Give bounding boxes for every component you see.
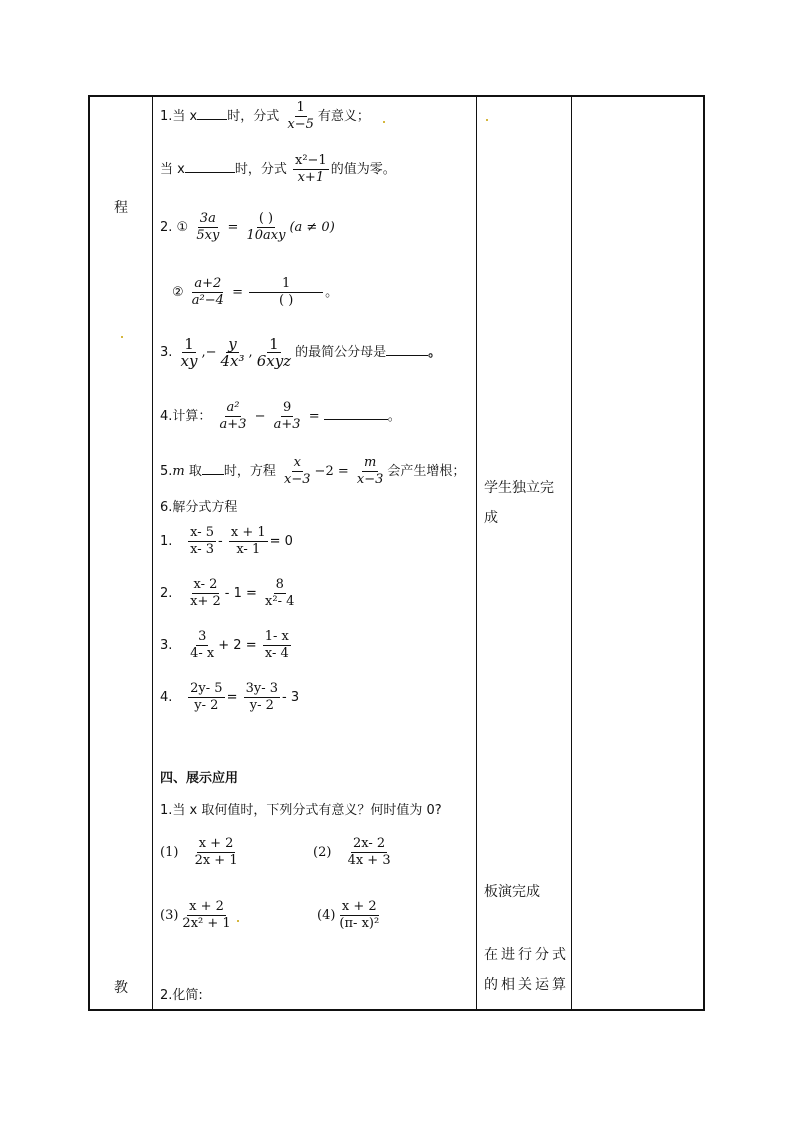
column-divider bbox=[571, 97, 572, 1009]
question-6-title: 6.解分式方程 bbox=[160, 500, 238, 515]
column-divider bbox=[476, 97, 477, 1009]
q1b-post: 的值为零。 bbox=[330, 162, 396, 177]
fraction: $\frac{1}{( )}$ bbox=[249, 276, 323, 309]
side-label-top: 程 bbox=[114, 200, 128, 216]
question-4: 4.计算： $\frac{\text{a²}}{a+3}$ − $\frac{9}{a+3}$ = 。 bbox=[160, 400, 401, 432]
q1b-mid: 时，分式 bbox=[234, 162, 287, 177]
fraction: $\frac{1- x}{x- 4}$ bbox=[264, 629, 289, 661]
option-4: (4) $\frac{x + 2}{\text{(π- x)²}}$ bbox=[317, 899, 380, 931]
fraction: $\frac{x}{x-3}$ bbox=[284, 455, 311, 487]
fraction: $\frac{2x- 2}{4x + 3}$ bbox=[347, 836, 391, 868]
equation-2: 2. $\frac{x- 2}{x+ 2}$ - 1 = $\frac{8}{\text{x²- 4}}$ bbox=[160, 577, 295, 609]
answer-blank bbox=[197, 107, 227, 120]
side-label-bottom: 教 bbox=[114, 980, 128, 996]
question-2a bbox=[160, 211, 335, 244]
fraction: $\frac{x- 2}{x+ 2}$ bbox=[190, 577, 221, 609]
fraction: $\frac{3a}{5xy}$ bbox=[196, 211, 220, 243]
stray-dot bbox=[121, 336, 123, 338]
answer-blank bbox=[185, 160, 235, 173]
answer-blank bbox=[202, 462, 224, 475]
fraction: $\frac{x + 2}{\text{(π- x)²}}$ bbox=[339, 899, 380, 931]
option-3: (3) $\frac{x + 2}{\text{2x² + 1}}$ bbox=[160, 899, 231, 931]
fraction: $\frac{3y- 3}{y- 2}$ bbox=[245, 681, 279, 713]
section-4-title: 四、展示应用 bbox=[160, 771, 239, 786]
question-5: 5.m 取 时，方程 $\frac{x}{x-3}$ −2 = $\frac{m}{x-3}$ 会产生增根； bbox=[160, 455, 466, 487]
fraction: $\frac{m}{x-3}$ bbox=[356, 455, 384, 487]
option-1: (1) $\frac{x + 2}{2x + 1}$ bbox=[160, 836, 238, 868]
fraction: $\frac{x + 1}{x- 1}$ bbox=[230, 525, 266, 557]
question-1a bbox=[160, 100, 370, 133]
answer-blank bbox=[324, 407, 388, 420]
answer-blank bbox=[386, 343, 428, 356]
column-divider bbox=[152, 97, 153, 1009]
fraction: $\frac{y}{\text{4x³}}$ bbox=[220, 335, 245, 370]
option-2: (2) $\frac{2x- 2}{4x + 3}$ bbox=[313, 836, 391, 868]
fraction: $\frac{3}{4- x}$ bbox=[190, 629, 215, 661]
note-operations: 在进行分式 的相关运算 bbox=[484, 947, 569, 993]
q3-label: 3. bbox=[160, 345, 173, 360]
fraction: $\frac{2y- 5}{y- 2}$ bbox=[190, 681, 223, 713]
q4-label: 4.计算： bbox=[160, 409, 212, 424]
equation-4: 4. $\frac{2y- 5}{y- 2}$ = $\frac{3y- 3}{y- 2}$ - 3 bbox=[160, 681, 300, 713]
fraction: $\frac{a+2}{\text{a²−4}}$ bbox=[191, 276, 224, 308]
fraction: $\frac{9}{a+3}$ bbox=[273, 400, 301, 432]
fraction: $\frac{1}{xy}$ bbox=[180, 335, 198, 370]
section-4-question-2: 2.化简: bbox=[160, 988, 203, 1003]
fraction: $\frac{\text{a²}}{a+3}$ bbox=[219, 400, 247, 432]
q2-label: 2. ① bbox=[160, 220, 189, 235]
q1a-post: 有意义； bbox=[317, 109, 370, 124]
fraction: $\frac{1}{x-5}$ bbox=[287, 100, 314, 132]
condition: (a ≠ 0) bbox=[289, 220, 335, 235]
q1a-prefix: 1.当 x bbox=[160, 109, 198, 124]
note-board-demo: 板演完成 bbox=[484, 884, 540, 900]
fraction: $\frac{x + 2}{2x + 1}$ bbox=[194, 836, 238, 868]
fraction: $\frac{\text{x²−1}}{x+1}$ bbox=[294, 153, 327, 185]
equals-sign: = bbox=[227, 220, 239, 235]
fraction: $\frac{x + 2}{\text{2x² + 1}}$ bbox=[182, 899, 231, 931]
equation-1: 1. $\frac{x- 5}{x- 3}$ - $\frac{x + 1}{x- 1}$ = 0 bbox=[160, 525, 293, 557]
stray-dot bbox=[237, 920, 239, 922]
note-student-complete: 学生独立完 成 bbox=[484, 480, 554, 526]
section-4-question-1: 1.当 x 取何值时，下列分式有意义？何时值为 0? bbox=[160, 803, 442, 818]
q1b-prefix: 当 x bbox=[160, 162, 185, 177]
question-1b bbox=[160, 153, 396, 186]
fraction: $\frac{( )}{\text{10axy}}$ bbox=[246, 211, 286, 243]
fraction: $\frac{8}{\text{x²- 4}}$ bbox=[265, 577, 295, 609]
fraction: $\frac{1}{\text{6xyz}}$ bbox=[256, 335, 292, 370]
stray-dot bbox=[486, 119, 488, 121]
q1a-mid: 时，分式 bbox=[227, 109, 280, 124]
q3-text: 的最简公分母是 bbox=[295, 345, 387, 360]
q2b-post: 。 bbox=[325, 285, 339, 300]
question-2b: ② $\frac{a+2}{\text{a²−4}}$ = $\frac{1}{( )}$ 。 bbox=[172, 276, 339, 308]
stray-dot bbox=[383, 121, 385, 123]
q2b-label: ② bbox=[172, 285, 184, 300]
question-3: 3. $\frac{1}{xy}$ ,− $\frac{y}{\text{4x³}}$ , $\frac{1}{\text{6xyz}}$ 的最简公分母是 。 bbox=[160, 335, 442, 370]
fraction: $\frac{x- 5}{x- 3}$ bbox=[190, 525, 215, 557]
equation-3: 3. $\frac{3}{4- x}$ + 2 = $\frac{1- x}{x- 4}$ bbox=[160, 629, 289, 661]
